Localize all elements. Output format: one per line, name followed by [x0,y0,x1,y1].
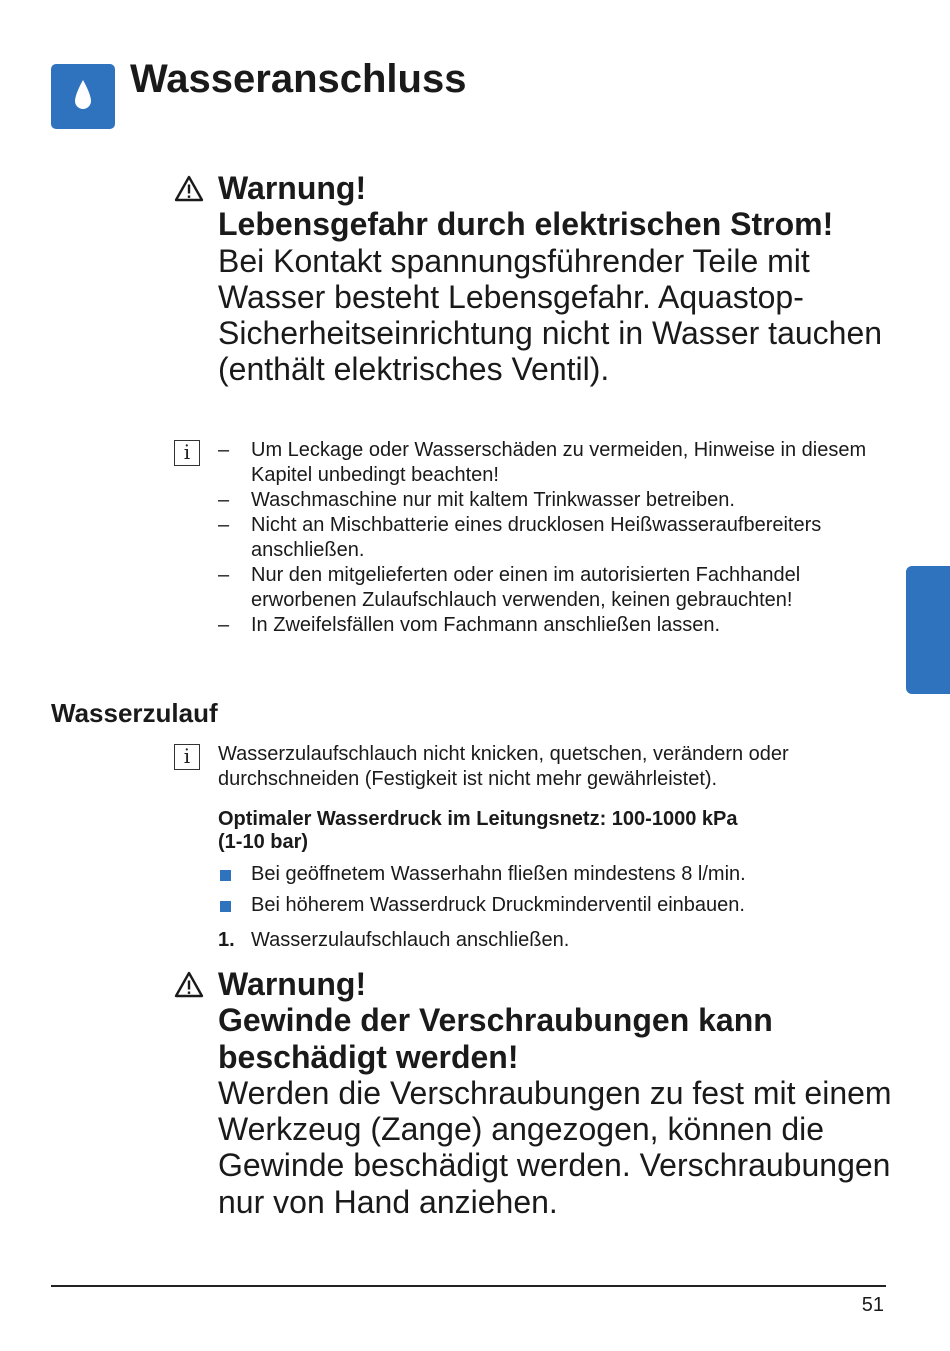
bullet-square-icon [220,870,231,881]
warning-thread-damage [218,966,898,1220]
warning-subheading: Lebensgefahr durch elektrischen Strom! [218,206,834,243]
list-item: – Nicht an Mischbatterie eines drucklosen Heißwasseraufbereiters anschließen. [218,514,822,561]
list-item: – Waschmaschine nur mit kaltem Trinkwasser betreiben. [218,489,735,511]
warning-subheading: Gewinde der Verschraubungen kann [218,1002,773,1039]
warning-body: Bei Kontakt spannungsführender Teile mit Wasser besteht Lebensgefahr. Aquastop-Sicherheitseinrichtung nicht in Wasser tauchen (enthält elektrisches Ventil). [218,242,883,388]
section-heading: Wasserzulauf [51,698,218,728]
warning-triangle-icon [174,971,204,999]
page-title: Wasseranschluss [130,57,467,101]
pressure-line-2: (1-10 bar) [218,831,309,853]
warning-heading: Warnung! [218,966,367,1002]
list-item: – In Zweifelsfällen vom Fachmann anschließen lassen. [218,614,721,636]
bullet-square-icon [220,901,231,912]
info-icon: i [174,744,200,770]
list-item: – Nur den mitgelieferten oder einen im autorisierten Fachhandel erworbenen Zulaufschlauch verwenden, keinen gebrauchten! [218,564,801,611]
pressure-line-1: Optimaler Wasserdruck im Leitungsnetz: 100-1000 kPa [218,808,738,830]
info-dash-list [218,438,898,638]
warning-subheading: beschädigt werden! [218,1038,519,1075]
info-icon: i [174,440,200,466]
info-text: Wasserzulaufschlauch nicht knicken, quetschen, verändern oder durchschneiden (Festigkeit ist nicht mehr gewährleistet). [218,743,789,790]
side-chapter-tab [906,566,950,694]
step-item [218,928,898,953]
list-item: Bei höherem Wasserdruck Druckminderventil einbauen. [218,893,898,918]
list-item: Bei geöffnetem Wasserhahn fließen mindestens 8 l/min. [218,862,898,887]
step-number: 1. [218,929,235,951]
list-item: – Um Leckage oder Wasserschäden zu vermeiden, Hinweise in diesem Kapitel unbedingt beachten! [218,439,867,486]
warning-heading: Warnung! [218,170,367,206]
water-drop-glyph [73,78,93,112]
step-text: Wasserzulaufschlauch anschließen. [251,929,570,951]
warning-body: Werden die Verschraubungen zu fest mit einem Werkzeug (Zange) angezogen, können die Gewinde beschädigt werden. Verschraubungen nur von Hand anziehen. [218,1074,892,1220]
page-number: 51 [861,1294,884,1316]
footer-divider [51,1285,886,1287]
warning-electric-shock [218,170,898,388]
warning-triangle-icon [174,175,204,203]
water-drop-icon [51,64,115,129]
